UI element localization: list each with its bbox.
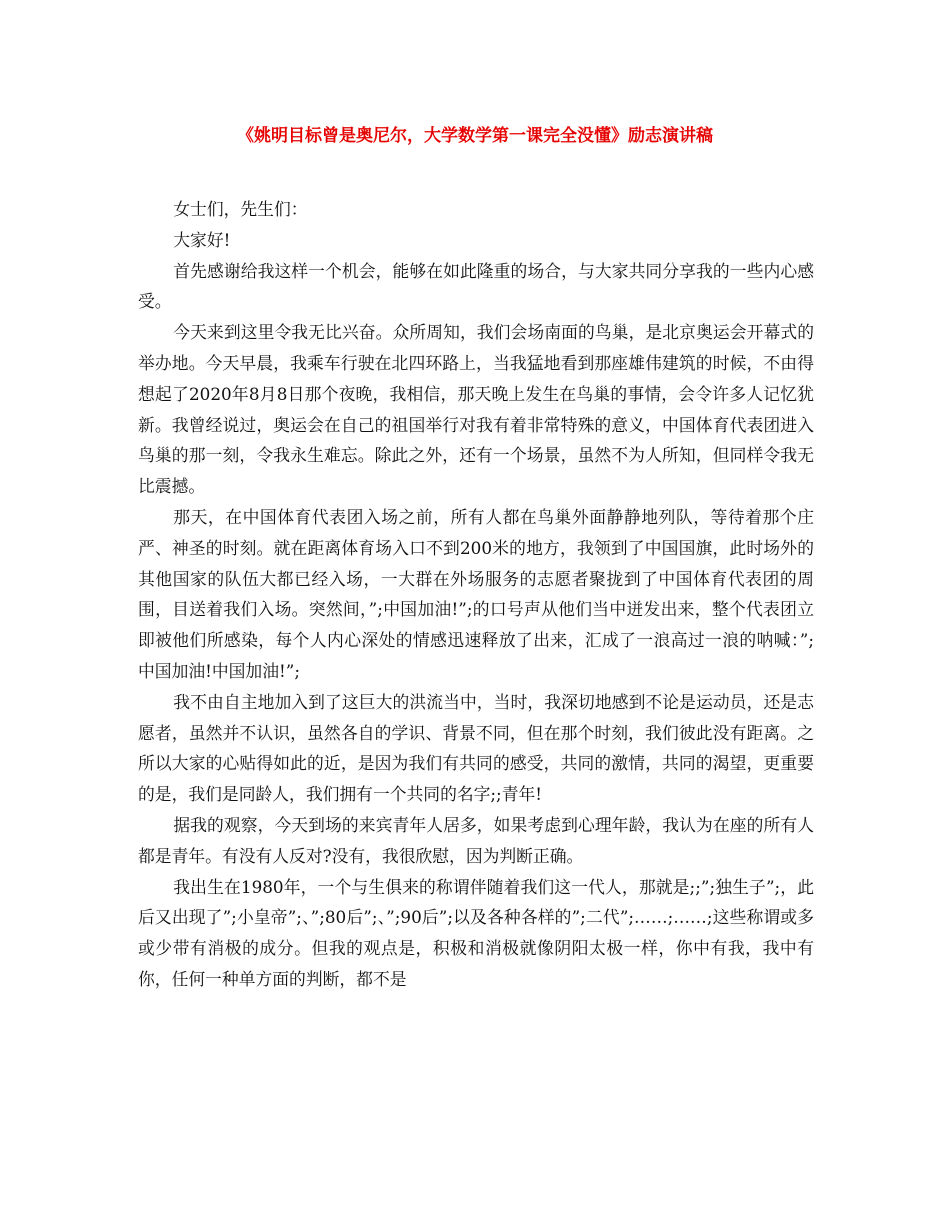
document-body [138, 194, 814, 995]
paragraph: 首先感谢给我这样一个机会，能够在如此隆重的场合，与大家共同分享我的一些内心感受。 [138, 260, 814, 312]
paragraph: 那天，在中国体育代表团入场之前，所有人都在鸟巢外面静静地列队，等待着那个庄严、神圣的时刻。就在距离体育场入口不到200米的地方，我领到了中国国旗，此时场外的其他国家的队伍大都已经入场，一大群在外场服务的志愿者聚拢到了中国体育代表团的周围，目送着我们入场。突然间，”;中国加油!”;的口号声从他们当中迸发出来，整个代表团立即被他们所感染，每个人内心深处的情感迅速释放了出来，汇成了一浪高过一浪的呐喊：”;中国加油!中国加油!”; [138, 506, 814, 681]
paragraph: 今天来到这里令我无比兴奋。众所周知，我们会场南面的鸟巢，是北京奥运会开幕式的举办地。今天早晨，我乘车行驶在北四环路上，当我猛地看到那座雄伟建筑的时候，不由得想起了2020年8月8日那个夜晚，我相信，那天晚上发生在鸟巢的事情，会令许多人记忆犹新。我曾经说过，奥运会在自己的祖国举行对我有着非常特殊的意义，中国体育代表团进入鸟巢的那一刻，令我永生难忘。除此之外，还有一个场景，虽然不为人所知，但同样令我无比震撼。 [138, 322, 814, 497]
document-title: 《姚明目标曾是奥尼尔，大学数学第一课完全没懂》励志演讲稿 [237, 126, 713, 146]
paragraph-salutation: 女士们，先生们： [173, 199, 308, 219]
paragraph: 我不由自主地加入到了这巨大的洪流当中，当时，我深切地感到不论是运动员，还是志愿者，虽然并不认识，虽然各自的学识、背景不同，但在那个时刻，我们彼此没有距离。之所以大家的心贴得如此的近，是因为我们有共同的感受，共同的激情，共同的渴望，更重要的是，我们是同龄人，我们拥有一个共同的名字;;青年! [138, 691, 814, 805]
paragraph: 据我的观察，今天到场的来宾青年人居多，如果考虑到心理年龄，我认为在座的所有人都是青年。有没有人反对?没有，我很欣慰，因为判断正确。 [138, 814, 814, 866]
paragraph: 我出生在1980年，一个与生俱来的称谓伴随着我们这一代人，那就是;;”;独生子”;，此后又出现了”;小皇帝”;、”;80后”;、”;90后”;以及各种各样的”;二代”;……;……;这些称谓或多或少带有消极的成分。但我的观点是，积极和消极就像阴阳太极一样，你中有我，我中有你，任何一种单方面的判断，都不是 [138, 876, 814, 989]
paragraph-greeting: 大家好! [173, 229, 231, 250]
